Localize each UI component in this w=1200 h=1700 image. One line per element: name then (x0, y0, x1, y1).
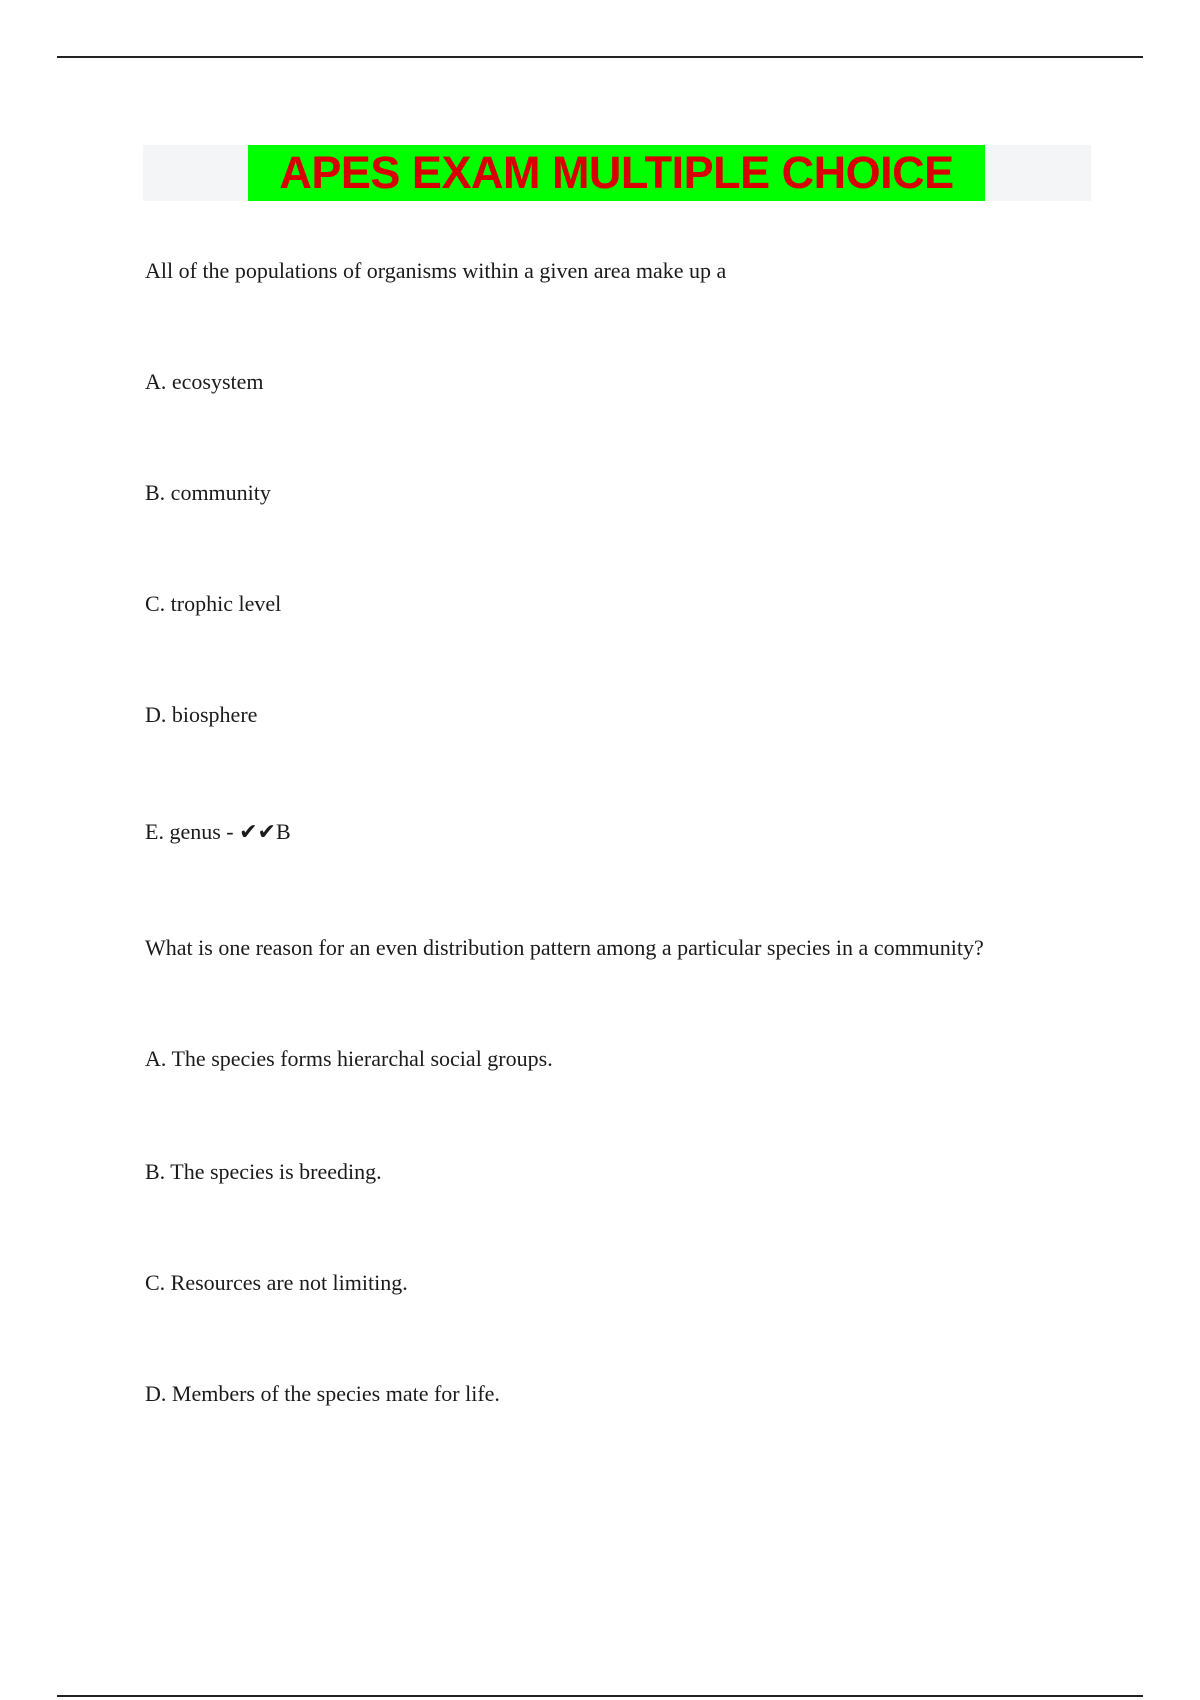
question-2-option-b: B. The species is breeding. (145, 1159, 382, 1184)
question-1-option-e (145, 818, 291, 847)
question-2-option-a: A. The species forms hierarchal social groups. (145, 1046, 553, 1071)
page-top-rule (57, 56, 1143, 58)
question-1-prompt: All of the populations of organisms within a given area make up a (145, 258, 727, 283)
double-check-icon: ✔✔ (239, 820, 276, 845)
question-1-option-d: D. biosphere (145, 702, 258, 727)
page-title: APES EXAM MULTIPLE CHOICE (248, 145, 985, 201)
question-2-prompt: What is one reason for an even distribution pattern among a particular species in a community? (145, 935, 984, 960)
question-1-option-c: C. trophic level (145, 591, 282, 616)
question-1-option-b: B. community (145, 480, 271, 505)
page-bottom-rule (57, 1695, 1143, 1697)
question-1-answer: B (275, 819, 291, 844)
question-2-option-d: D. Members of the species mate for life. (145, 1381, 500, 1406)
question-1-option-a: A. ecosystem (145, 369, 264, 394)
question-1-option-e-text: E. genus - (145, 819, 240, 844)
question-2-option-c: C. Resources are not limiting. (145, 1270, 408, 1295)
